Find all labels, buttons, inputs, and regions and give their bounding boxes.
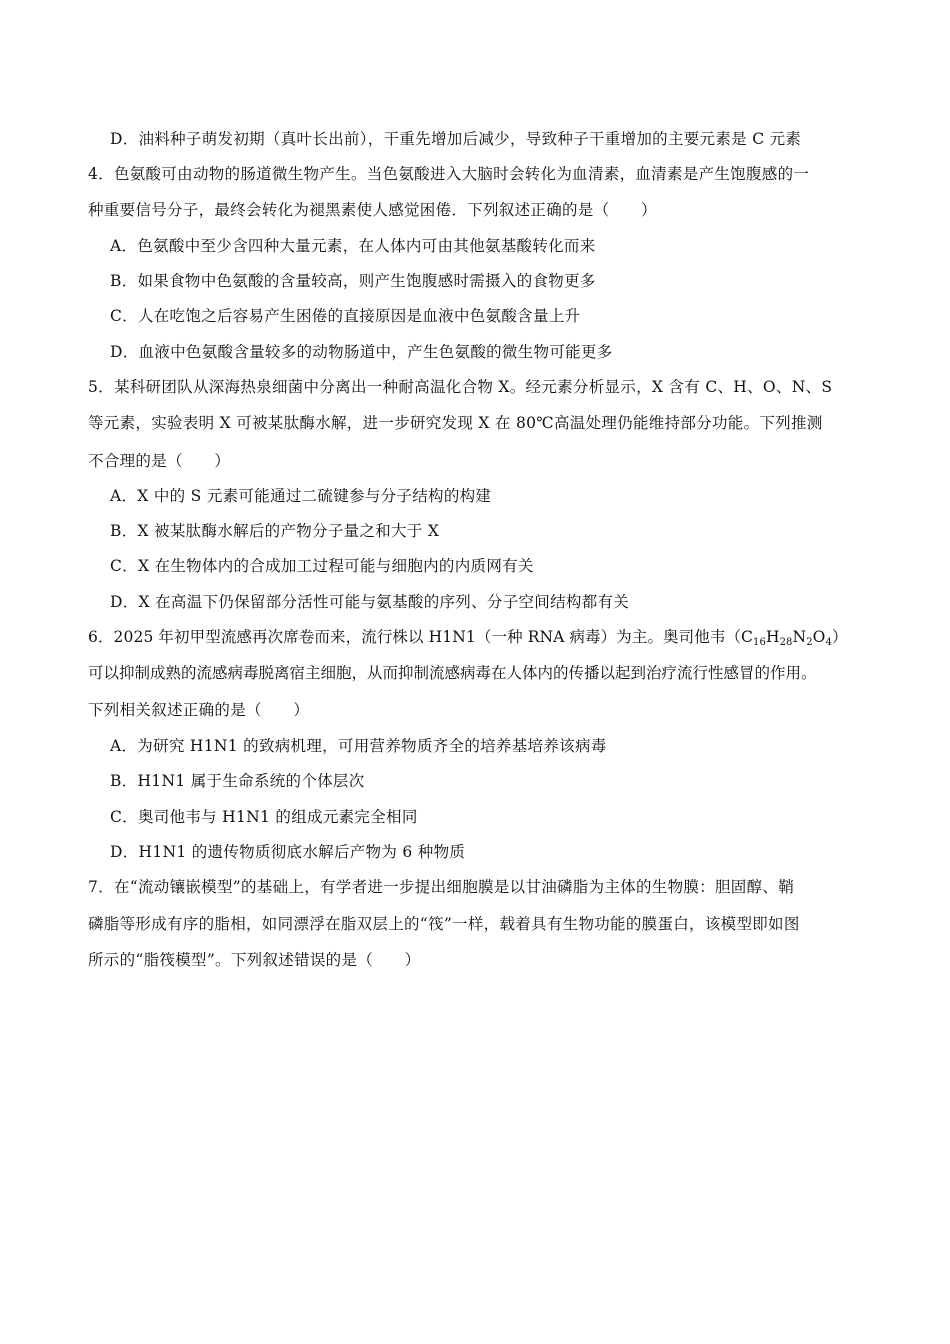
q4-stem-line-1: 4．色氨酸可由动物的肠道微生物产生。当色氨酸进入大脑时会转化为血清素，血清素是产生饱腹感的一	[88, 165, 810, 183]
formula-n-label: N	[792, 628, 807, 646]
q5-stem-line-1: 5．某科研团队从深海热泉细菌中分离出一种耐高温化合物 X。经元素分析显示，X 含有 C、H、O、N、S	[88, 378, 833, 396]
q6-stem-line-1	[88, 627, 848, 647]
q6-stem-line-3: 下列相关叙述正确的是（ ）	[88, 701, 310, 719]
q5-stem-line-3: 不合理的是（ ）	[88, 452, 231, 470]
q7-stem-line-1: 7．在“流动镶嵌模型”的基础上，有学者进一步提出细胞膜是以甘油磷脂为主体的生物膜：胆固醇、鞘	[88, 878, 795, 896]
q6-stem-line-1-text: 6．2025 年初甲型流感再次席卷而来，流行株以 H1N1（一种 RNA 病毒）为主。奥司他韦（C	[88, 628, 754, 646]
q3-option-d: D．油料种子萌发初期（真叶长出前），干重先增加后减少，导致种子干重增加的主要元素是 C 元素	[110, 130, 802, 148]
q6-option-d: D．H1N1 的遗传物质彻底水解后产物为 6 种物质	[110, 843, 466, 861]
q4-stem-line-2: 种重要信号分子，最终会转化为褪黑素使人感觉困倦．下列叙述正确的是（ ）	[88, 201, 657, 219]
q5-stem-line-2: 等元素，实验表明 X 可被某肽酶水解，进一步研究发现 X 在 80℃高温处理仍能维持部分功能。下列推测	[88, 414, 823, 432]
q6-option-b: B．H1N1 属于生命系统的个体层次	[110, 772, 365, 790]
formula-h-subscript: 28	[779, 637, 793, 648]
formula-o-label: O	[812, 628, 826, 646]
q4-option-c: C．人在吃饱之后容易产生困倦的直接原因是血液中色氨酸含量上升	[110, 307, 581, 325]
q4-option-b: B．如果食物中色氨酸的含量较高，则产生饱腹感时需摄入的食物更多	[110, 272, 596, 290]
formula-n-subscript: 2	[806, 637, 813, 648]
formula-o-subscript: 4	[825, 637, 832, 648]
q5-option-b: B．X 被某肽酶水解后的产物分子量之和大于 X	[110, 522, 440, 540]
q6-option-c: C．奥司他韦与 H1N1 的组成元素完全相同	[110, 808, 418, 826]
q4-option-d: D．血液中色氨酸含量较多的动物肠道中，产生色氨酸的微生物可能更多	[110, 343, 613, 361]
q6-option-a: A．为研究 H1N1 的致病机理，可用营养物质齐全的培养基培养该病毒	[110, 737, 607, 755]
q4-option-a: A．色氨酸中至少含四种大量元素，在人体内可由其他氨基酸转化而来	[110, 237, 596, 255]
formula-c-subscript: 16	[753, 637, 766, 648]
q7-stem-line-3: 所示的“脂筏模型”。下列叙述错误的是（ ）	[88, 951, 421, 969]
q5-option-a: A．X 中的 S 元素可能通过二硫键参与分子结构的构建	[110, 487, 492, 505]
q5-option-d: D．X 在高温下仍保留部分活性可能与氨基酸的序列、分子空间结构都有关	[110, 593, 630, 611]
q7-stem-line-2: 磷脂等形成有序的脂相，如同漂浮在脂双层上的“筏”一样，载着具有生物功能的膜蛋白，该模型即如图	[88, 915, 800, 933]
formula-h-label: H	[765, 628, 780, 646]
q6-stem-line-2: 可以抑制成熟的流感病毒脱离宿主细胞，从而抑制流感病毒在人体内的传播以起到治疗流行性感冒的作用。	[88, 664, 817, 682]
q5-option-c: C．X 在生物体内的合成加工过程可能与细胞内的内质网有关	[110, 557, 534, 575]
formula-close: ）	[831, 628, 848, 646]
